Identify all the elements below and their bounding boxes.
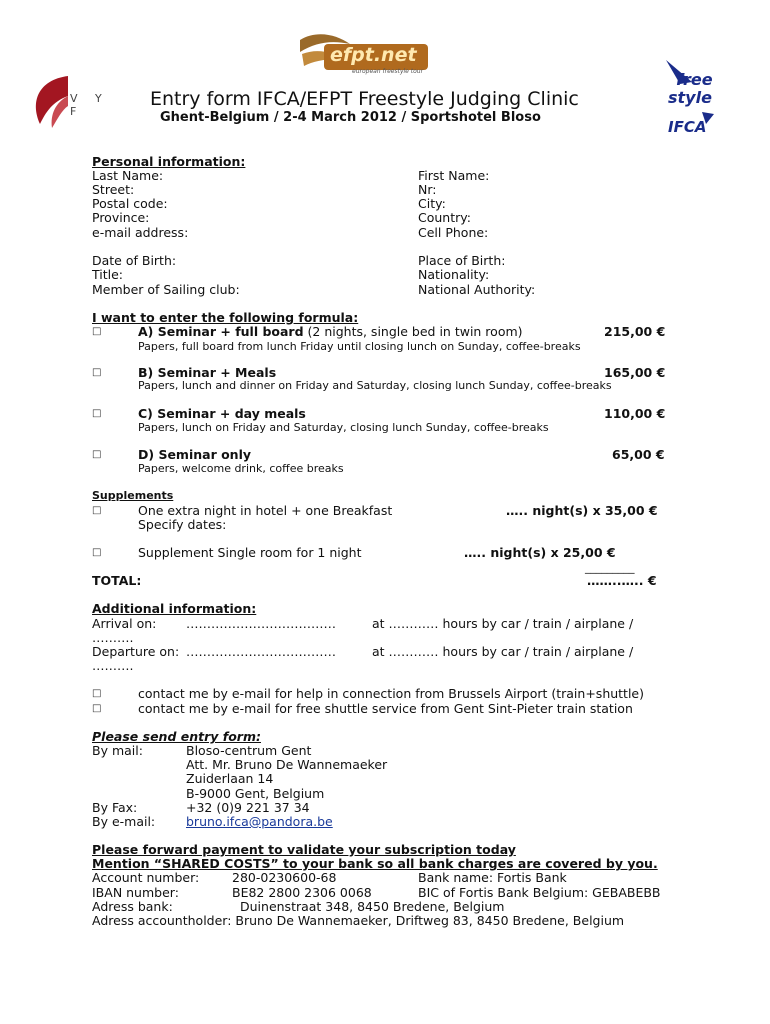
iban-number: BE82 2800 2306 0068 [232,885,372,900]
page-title: Entry form IFCA/EFPT Freestyle Judging Clinic [150,88,579,110]
field-first-name: First Name: [418,168,490,183]
field-city: City: [418,196,446,211]
vyf-logo-text: V Y F [70,92,109,118]
extra-night-label: One extra night in hotel + one Breakfast [138,503,393,518]
total-value: ……..….. € [587,573,657,588]
departure-date-field[interactable]: ……………………………… [186,644,336,659]
send-heading: Please send entry form: [92,729,261,744]
departure-time-field[interactable]: at ………… hours by car / train / airplane / [372,644,634,659]
option-d-price: 65,00 € [612,447,665,462]
ifca-logo-style: style [668,88,712,107]
checkbox-airport-help[interactable]: □ [92,688,102,699]
total-rule: _________ [585,561,635,574]
mail-address-line: Att. Mr. Bruno De Wannemaeker [186,757,388,772]
option-c-desc: Papers, lunch on Friday and Saturday, closing lunch Sunday, coffee-breaks [138,421,549,434]
additional-heading: Additional information: [92,601,257,616]
field-national-authority: National Authority: [418,282,536,297]
option-b-label: B) Seminar + Meals [138,365,277,380]
accountholder-address: Adress accountholder: Bruno De Wannemaeker, Driftweg 83, 8450 Bredene, Belgium [92,913,625,928]
checkbox-shuttle-service[interactable]: □ [92,703,102,714]
by-email-label: By e-mail: [92,814,156,829]
bank-name: Bank name: Fortis Bank [418,870,567,885]
option-b-price: 165,00 € [604,365,666,380]
field-province: Province: [92,210,150,225]
adress-bank-label: Adress bank: [92,899,173,914]
extra-night-price: ….. night(s) x 35,00 € [506,503,658,518]
payment-heading: Please forward payment to validate your subscription today [92,842,516,857]
arrival-continuation: ………. [92,630,134,645]
field-nationality: Nationality: [418,267,490,282]
adress-bank: Duinenstraat 348, 8450 Bredene, Belgium [240,899,505,914]
mail-address-line: Zuiderlaan 14 [186,771,274,786]
field-country: Country: [418,210,471,225]
option-a-label: A) Seminar + full board (2 nights, single bed in twin room) [138,324,523,339]
page-subtitle: Ghent-Belgium / 2-4 March 2012 / Sportshotel Bloso [160,110,541,125]
efpt-logo-sub: european freestyle tour [352,68,424,75]
arrival-time-field[interactable]: at ………… hours by car / train / airplane / [372,616,634,631]
departure-label: Departure on: [92,644,180,659]
shuttle-service-label: contact me by e-mail for free shuttle service from Gent Sint-Pieter train station [138,701,633,716]
checkbox-option-d[interactable]: □ [92,449,102,460]
field-postal-code: Postal code: [92,196,168,211]
option-d-desc: Papers, welcome drink, coffee breaks [138,462,344,475]
ifca-logo-ifca: IFCA [668,118,707,136]
field-nr: Nr: [418,182,437,197]
efpt-logo [296,30,436,80]
supplements-heading: Supplements [92,489,174,502]
field-cell-phone: Cell Phone: [418,225,489,240]
field-sailing-club: Member of Sailing club: [92,282,240,297]
mail-address-line: B-9000 Gent, Belgium [186,786,325,801]
single-room-label: Supplement Single room for 1 night [138,545,362,560]
field-place-of-birth: Place of Birth: [418,253,506,268]
option-c-price: 110,00 € [604,406,666,421]
checkbox-option-a[interactable]: □ [92,326,102,337]
airport-help-label: contact me by e-mail for help in connection from Brussels Airport (train+shuttle) [138,686,644,701]
iban-label: IBAN number: [92,885,179,900]
by-fax-label: By Fax: [92,800,138,815]
bic-code: BIC of Fortis Bank Belgium: GEBABEBB [418,885,661,900]
single-room-price: ….. night(s) x 25,00 € [464,545,616,560]
option-d-label: D) Seminar only [138,447,252,462]
specify-dates-label: Specify dates: [138,517,227,532]
checkbox-option-b[interactable]: □ [92,367,102,378]
personal-heading: Personal information: [92,154,246,169]
field-date-of-birth: Date of Birth: [92,253,177,268]
option-a-price: 215,00 € [604,324,666,339]
mail-address-line: Bloso-centrum Gent [186,743,312,758]
checkbox-extra-night[interactable]: □ [92,505,102,516]
by-mail-label: By mail: [92,743,143,758]
arrival-date-field[interactable]: ……………………………… [186,616,336,631]
vyf-logo [28,72,124,132]
total-label: TOTAL: [92,573,142,588]
field-email: e-mail address: [92,225,189,240]
account-number-label: Account number: [92,870,200,885]
option-c-label: C) Seminar + day meals [138,406,306,421]
efpt-logo-text: efpt.net [330,44,417,66]
checkbox-option-c[interactable]: □ [92,408,102,419]
ifca-logo-free: free [676,70,713,89]
field-last-name: Last Name: [92,168,164,183]
fax-number: +32 (0)9 221 37 34 [186,800,310,815]
formula-heading: I want to enter the following formula: [92,310,359,325]
option-a-desc: Papers, full board from lunch Friday until closing lunch on Sunday, coffee-breaks [138,340,581,353]
arrival-label: Arrival on: [92,616,157,631]
shared-costs-note: Mention “SHARED COSTS” to your bank so all bank charges are covered by you. [92,856,658,871]
checkbox-single-room[interactable]: □ [92,547,102,558]
ifca-logo [662,60,724,136]
account-number: 280-0230600-68 [232,870,337,885]
field-title: Title: [92,267,123,282]
option-b-desc: Papers, lunch and dinner on Friday and Saturday, closing lunch Sunday, coffee-breaks [138,379,612,392]
email-link[interactable]: bruno.ifca@pandora.be [186,814,333,829]
departure-continuation: ………. [92,658,134,673]
field-street: Street: [92,182,135,197]
